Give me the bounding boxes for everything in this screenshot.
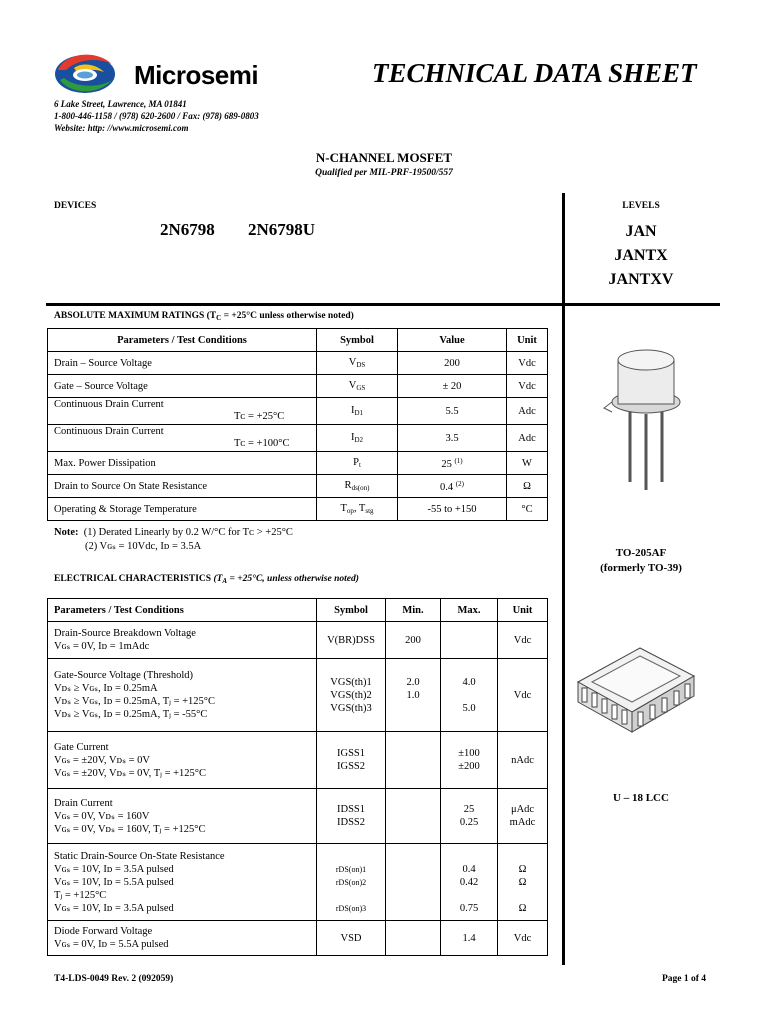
max-cell: 4.0 5.0 [441, 659, 498, 732]
lcc-package-icon [570, 628, 700, 748]
symbol-cell: $T_{op}$, $T_{stg}$ [317, 498, 398, 521]
company-logo [54, 50, 274, 100]
abs-max-table [47, 328, 548, 521]
col-header: Unit [507, 329, 548, 352]
notes-block [54, 526, 293, 554]
table-row [48, 789, 548, 844]
table-row [48, 498, 548, 521]
symbol-cell: $I_{D2}$ [317, 425, 398, 452]
website-line: Website: http: //www.microsemi.com [54, 123, 189, 133]
param-cell: Static Drain-Source On-State Resistance Vɢₛ = 10V, Iᴅ = 3.5A pulsed Vɢₛ = 10V, Iᴅ = 5.5A pulsed Tⱼ = +125°C Vɢₛ = 10V, Iᴅ = 3.5A pulsed [48, 844, 317, 921]
max-cell: 1.4 [441, 921, 498, 956]
param-cell: Gate Current Vɢₛ = ±20V, Vᴅₛ = 0V Vɢₛ = ±20V, Vᴅₛ = 0V, Tⱼ = +125°C [48, 732, 317, 789]
value-cell: 3.5 [398, 425, 507, 452]
min-cell [386, 921, 441, 956]
product-type: N-CHANNEL MOSFET [315, 150, 453, 165]
level-item: JAN [625, 223, 657, 240]
symbol-cell: $R_{ds(on)}$ [317, 475, 398, 498]
level-item: JANTXV [608, 271, 674, 288]
unit-cell: Vdc [507, 375, 548, 398]
table-header-row [48, 329, 548, 352]
table-row [48, 659, 548, 732]
table-row [48, 475, 548, 498]
logo-text: Microsemi [134, 60, 259, 90]
table-row [48, 844, 548, 921]
package-2-label: U – 18 LCC [613, 792, 669, 804]
symbol-cell: VGS(th)1 VGS(th)2 VGS(th)3 [317, 659, 386, 732]
col-header: Symbol [317, 599, 386, 622]
min-cell [386, 789, 441, 844]
table-row [48, 921, 548, 956]
devices-label: DEVICES [54, 201, 97, 211]
table-row [48, 622, 548, 659]
value-cell: 200 [398, 352, 507, 375]
col-header: Parameters / Test Conditions [48, 599, 317, 622]
param-cell: Drain-Source Breakdown Voltage Vɢₛ = 0V, Iᴅ = 1mAdc [48, 622, 317, 659]
level-item: JANTX [614, 247, 668, 264]
address-line: 6 Lake Street, Lawrence, MA 01841 [54, 99, 187, 109]
device-part-2: 2N6798U [248, 220, 316, 239]
min-cell: 200 [386, 622, 441, 659]
symbol-cell: rDS(on)1 rDS(on)2 rDS(on)3 [317, 844, 386, 921]
col-header: Min. [386, 599, 441, 622]
max-cell: 25 0.25 [441, 789, 498, 844]
vertical-divider [562, 193, 565, 965]
param-cell: Gate-Source Voltage (Threshold) Vᴅₛ ≥ Vɢₛ, Iᴅ = 0.25mA Vᴅₛ ≥ Vɢₛ, Iᴅ = 0.25mA, Tⱼ = +125°C Vᴅₛ ≥ Vɢₛ, Iᴅ = 0.25mA, Tⱼ = -55°C [48, 659, 317, 732]
symbol-cell: VSD [317, 921, 386, 956]
col-header: Symbol [317, 329, 398, 352]
param-cell: Continuous Drain Current Tᴄ = +100°C [48, 425, 317, 452]
page-title: TECHNICAL DATA SHEET [372, 58, 697, 88]
symbol-cell: $P_t$ [317, 452, 398, 475]
electrical-table [47, 598, 548, 956]
unit-cell: Adc [507, 425, 548, 452]
symbol-cell: V(BR)DSS [317, 622, 386, 659]
param-cell: Gate – Source Voltage [48, 375, 317, 398]
max-cell: ±100 ±200 [441, 732, 498, 789]
col-header: Value [398, 329, 507, 352]
symbol-cell: $V_{GS}$ [317, 375, 398, 398]
param-cell: Drain to Source On State Resistance [48, 475, 317, 498]
device-part-1: 2N6798 [160, 220, 215, 239]
package-1-label: TO-205AF (formerly TO-39) [600, 547, 682, 574]
param-cell: Drain – Source Voltage [48, 352, 317, 375]
abs-max-title: ABSOLUTE MAXIMUM RATINGS ($T_C = +25^\circ C$ unless otherwise noted) [54, 311, 354, 322]
address-block [54, 98, 259, 134]
param-cell: Continuous Drain Current Tᴄ = +25°C [48, 398, 317, 425]
value-cell: 5.5 [398, 398, 507, 425]
table-row [48, 398, 548, 425]
unit-cell: Vdc [498, 622, 548, 659]
logo-swirl-icon [54, 50, 116, 96]
table-header-row [48, 599, 548, 622]
note-1: (1) Derated Linearly by 0.2 W/°C for Tᴄ > +25°C [83, 527, 293, 538]
max-cell: 0.4 0.42 0.75 [441, 844, 498, 921]
value-cell: 0.4 $^{(2)}$ [398, 475, 507, 498]
table-row [48, 425, 548, 452]
levels-label: LEVELS [622, 201, 660, 211]
to205af-package-icon [600, 342, 690, 492]
product-heading [54, 150, 714, 178]
min-cell [386, 844, 441, 921]
col-header: Parameters / Test Conditions [48, 329, 317, 352]
unit-cell: W [507, 452, 548, 475]
unit-cell: Vdc [498, 921, 548, 956]
unit-cell: Ω Ω Ω [498, 844, 548, 921]
min-cell [386, 732, 441, 789]
table-row [48, 452, 548, 475]
doc-number: T4-LDS-0049 Rev. 2 (092059) [54, 974, 174, 984]
symbol-cell: $V_{DS}$ [317, 352, 398, 375]
symbol-cell: IDSS1 IDSS2 [317, 789, 386, 844]
elec-title: ELECTRICAL CHARACTERISTICS ($T_A = +25^\circ C$, unless otherwise noted) [54, 574, 359, 585]
horizontal-divider [46, 303, 720, 306]
unit-cell: Vdc [498, 659, 548, 732]
value-cell: -55 to +150 [398, 498, 507, 521]
table-row [48, 732, 548, 789]
unit-cell: μAdc mAdc [498, 789, 548, 844]
unit-cell: nAdc [498, 732, 548, 789]
param-cell: Operating & Storage Temperature [48, 498, 317, 521]
symbol-cell: IGSS1 IGSS2 [317, 732, 386, 789]
unit-cell: °C [507, 498, 548, 521]
levels-list [566, 220, 716, 292]
qualification: Qualified per MIL-PRF-19500/557 [315, 168, 453, 178]
max-cell [441, 622, 498, 659]
phone-line: 1-800-446-1158 / (978) 620-2600 / Fax: (978) 689-0803 [54, 111, 259, 121]
symbol-cell: $I_{D1}$ [317, 398, 398, 425]
unit-cell: Adc [507, 398, 548, 425]
value-cell: ± 20 [398, 375, 507, 398]
col-header: Unit [498, 599, 548, 622]
min-cell: 2.0 1.0 [386, 659, 441, 732]
col-header: Max. [441, 599, 498, 622]
param-cell: Max. Power Dissipation [48, 452, 317, 475]
table-row [48, 375, 548, 398]
unit-cell: Vdc [507, 352, 548, 375]
note-2: (2) Vɢₛ = 10Vdc, Iᴅ = 3.5A [85, 541, 202, 552]
value-cell: 25 $^{(1)}$ [398, 452, 507, 475]
table-row [48, 352, 548, 375]
notes-label: Note: [54, 527, 79, 538]
unit-cell: Ω [507, 475, 548, 498]
param-cell: Diode Forward Voltage Vɢₛ = 0V, Iᴅ = 5.5A pulsed [48, 921, 317, 956]
param-cell: Drain Current Vɢₛ = 0V, Vᴅₛ = 160V Vɢₛ = 0V, Vᴅₛ = 160V, Tⱼ = +125°C [48, 789, 317, 844]
page-number: Page 1 of 4 [661, 974, 706, 984]
